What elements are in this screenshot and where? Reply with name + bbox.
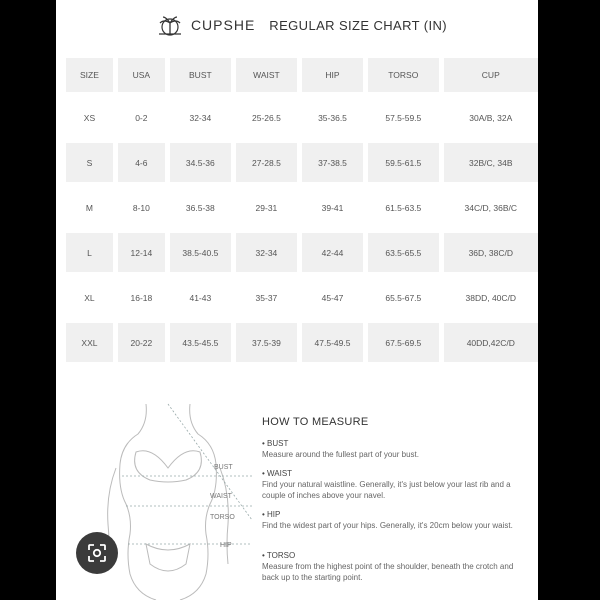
- tip-text: Find the widest part of your hips. Generally, it's 20cm below your waist.: [262, 521, 513, 530]
- measure-tip-waist: [262, 468, 524, 501]
- brand-name: CUPSHE: [190, 17, 256, 33]
- table-cell: L: [66, 233, 118, 272]
- table-cell: 43.5-45.5: [170, 323, 236, 362]
- chart-header: [66, 10, 538, 40]
- table-cell: 35-36.5: [302, 98, 368, 137]
- table-cell: 12-14: [118, 233, 170, 272]
- table-cell: 27-28.5: [236, 143, 302, 182]
- table-cell: 29-31: [236, 188, 302, 227]
- table-cell: 8-10: [118, 188, 170, 227]
- tip-text: Find your natural waistline. Generally, it's just below your last rib and a couple of inches above your navel.: [262, 480, 511, 500]
- table-cell: 39-41: [302, 188, 368, 227]
- table-cell: 0-2: [118, 98, 170, 137]
- table-cell: XL: [66, 278, 118, 317]
- measure-tip-hip: [262, 509, 524, 531]
- column-header: SIZE: [66, 58, 118, 92]
- chart-title: REGULAR SIZE CHART (IN): [269, 17, 448, 33]
- column-header: TORSO: [368, 58, 444, 92]
- how-to-measure-title: HOW TO MEASURE: [262, 416, 369, 428]
- table-cell: XS: [66, 98, 118, 137]
- table-row: [66, 323, 538, 362]
- bust-guide-label: BUST: [214, 464, 233, 471]
- hip-guide-label: HIP: [220, 542, 232, 549]
- lens-search-icon: [86, 542, 108, 564]
- table-row: [66, 143, 538, 182]
- table-cell: 67.5-69.5: [368, 323, 444, 362]
- column-header: BUST: [170, 58, 236, 92]
- table-cell: XXL: [66, 323, 118, 362]
- measure-tip-bust: [262, 438, 524, 460]
- table-cell: 57.5-59.5: [368, 98, 444, 137]
- table-cell: 25-26.5: [236, 98, 302, 137]
- table-cell: 41-43: [170, 278, 236, 317]
- palm-tree-logo-icon: [157, 14, 183, 36]
- table-cell: 32-34: [170, 98, 236, 137]
- tip-text: Measure from the highest point of the shoulder, beneath the crotch and back up to the starting point.: [262, 562, 514, 582]
- column-header: HIP: [302, 58, 368, 92]
- table-cell: 38DD, 40C/D: [465, 292, 517, 303]
- table-cell: 32-34: [236, 233, 302, 272]
- tip-heading: • HIP: [262, 509, 524, 520]
- table-row: [66, 98, 538, 137]
- table-cell: 32B/C, 34B: [444, 143, 538, 182]
- table-cell: 30A/B, 32A: [469, 112, 513, 123]
- tip-heading: • WAIST: [262, 468, 524, 479]
- table-cell: 42-44: [302, 233, 368, 272]
- table-cell: M: [66, 188, 118, 227]
- right-letterbox: [538, 0, 600, 600]
- table-cell: 65.5-67.5: [368, 278, 444, 317]
- left-letterbox: [0, 0, 56, 600]
- body-figure-illustration: [86, 394, 266, 600]
- table-cell: 16-18: [118, 278, 170, 317]
- tip-heading: • TORSO: [262, 550, 524, 561]
- tip-heading: • BUST: [262, 438, 524, 449]
- lens-search-button[interactable]: [76, 532, 118, 574]
- table-cell: 4-6: [118, 143, 170, 182]
- measure-tip-torso: [262, 550, 524, 583]
- waist-guide-label: WAIST: [210, 493, 232, 500]
- table-cell: 34C/D, 36B/C: [464, 202, 517, 213]
- table-header-row: [66, 58, 538, 92]
- table-cell: 36.5-38: [170, 188, 236, 227]
- table-row: [66, 188, 538, 227]
- table-cell: 40DD,42C/D: [444, 323, 538, 362]
- table-cell: 36D, 38C/D: [444, 233, 538, 272]
- column-header: USA: [118, 58, 170, 92]
- table-cell: 38.5-40.5: [170, 233, 236, 272]
- table-cell: 63.5-65.5: [368, 233, 444, 272]
- table-row: [66, 278, 538, 317]
- size-chart-sheet: [66, 0, 538, 600]
- table-cell: 61.5-63.5: [368, 188, 444, 227]
- torso-guide-label: TORSO: [210, 514, 235, 521]
- column-header: CUP: [444, 58, 538, 92]
- table-cell: 37.5-39: [236, 323, 302, 362]
- size-table: [66, 52, 538, 368]
- table-cell: 47.5-49.5: [302, 323, 368, 362]
- table-cell: 20-22: [118, 323, 170, 362]
- how-to-measure-panel: [66, 370, 538, 600]
- table-row: [66, 233, 538, 272]
- tip-text: Measure around the fullest part of your bust.: [262, 450, 419, 459]
- table-cell: 34.5-36: [170, 143, 236, 182]
- table-cell: 37-38.5: [302, 143, 368, 182]
- table-cell: S: [66, 143, 118, 182]
- table-cell: 59.5-61.5: [368, 143, 444, 182]
- table-cell: 35-37: [236, 278, 302, 317]
- table-cell: 45-47: [302, 278, 368, 317]
- column-header: WAIST: [236, 58, 302, 92]
